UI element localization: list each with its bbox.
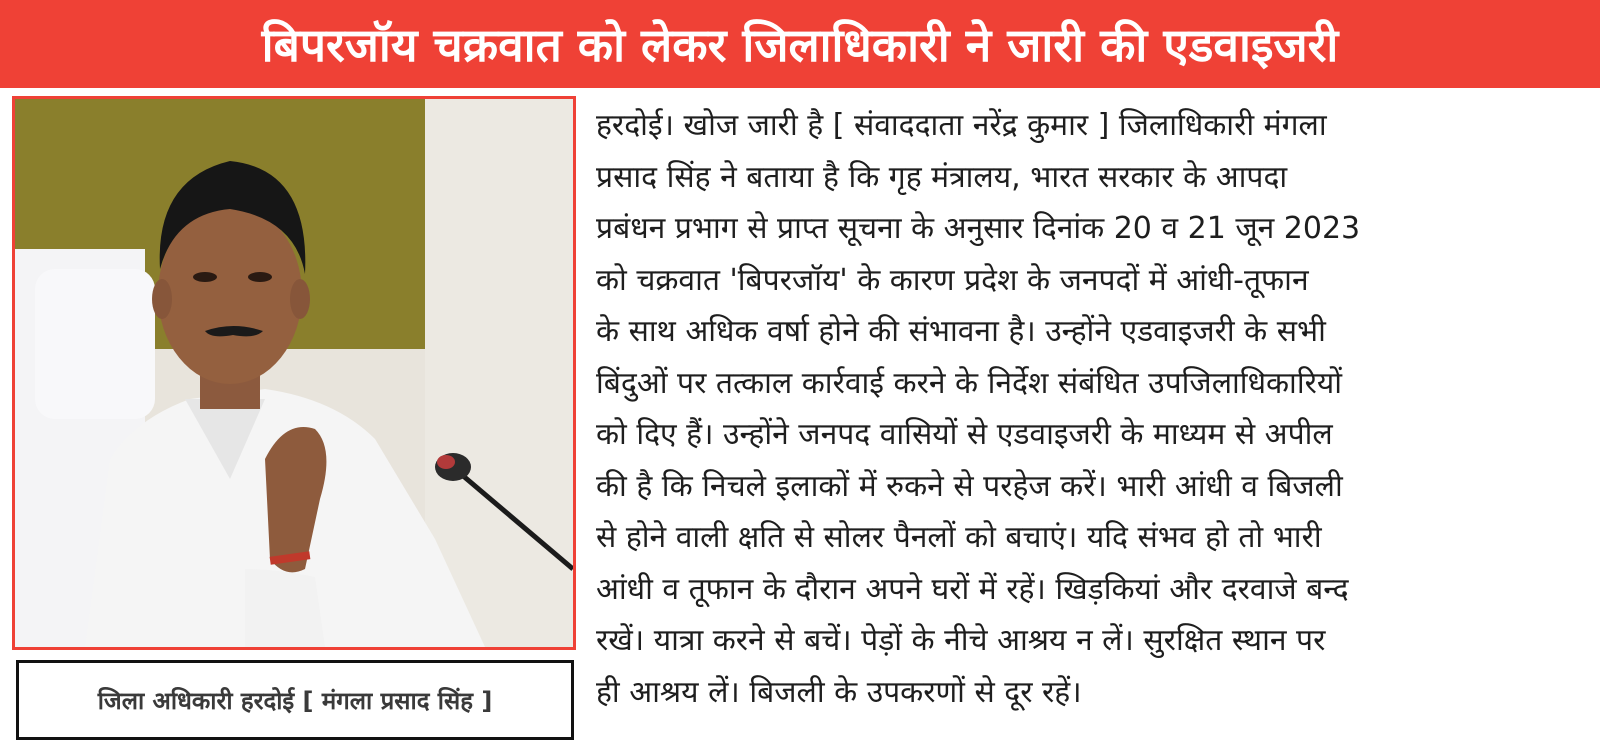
official-photo bbox=[12, 96, 576, 650]
article-body bbox=[596, 100, 1596, 740]
article-line: बिंदुओं पर तत्काल कार्रवाई करने के निर्देश संबंधित उपजिलाधिकारियों bbox=[596, 365, 1343, 401]
official-portrait-illustration bbox=[15, 99, 573, 647]
article-line: प्रबंधन प्रभाग से प्राप्त सूचना के अनुसार दिनांक 20 व 21 जून 2023 bbox=[596, 211, 1361, 246]
article-line: रखें। यात्रा करने से बचें। पेड़ों के नीचे आश्रय न लें। सुरक्षित स्थान पर bbox=[596, 623, 1326, 658]
article-line: प्रसाद सिंह ने बताया है कि गृह मंत्रालय, भारत सरकार के आपदा bbox=[596, 159, 1288, 195]
article-line: के साथ अधिक वर्षा होने की संभावना है। उन्होंने एडवाइजरी के सभी bbox=[596, 314, 1326, 349]
article-line: हरदोई। खोज जारी है [ संवाददाता नरेंद्र कुमार ] जिलाधिकारी मंगला bbox=[596, 108, 1327, 143]
article-line: को दिए हैं। उन्होंने जनपद वासियों से एडवाइजरी के माध्यम से अपील bbox=[596, 417, 1333, 452]
article-line: ही आश्रय लें। बिजली के उपकरणों से दूर रहें। bbox=[596, 674, 1082, 710]
article-line: की है कि निचले इलाकों में रुकने से परहेज करें। भारी आंधी व बिजली bbox=[596, 468, 1343, 504]
photo-caption: जिला अधिकारी हरदोई [ मंगला प्रसाद सिंह ] bbox=[97, 686, 493, 715]
photo-caption-box bbox=[16, 660, 574, 740]
headline: बिपरजॉय चक्रवात को लेकर जिलाधिकारी ने जारी की एडवाइजरी bbox=[261, 18, 1339, 72]
article-line: को चक्रवात 'बिपरजॉय' के कारण प्रदेश के जनपदों में आंधी-तूफान bbox=[596, 262, 1309, 298]
article-line: आंधी व तूफान के दौरान अपने घरों में रहें। खिड़कियां और दरवाजे बन्द bbox=[596, 571, 1349, 607]
article-line: से होने वाली क्षति से सोलर पैनलों को बचाएं। यदि संभव हो तो भारी bbox=[596, 520, 1322, 555]
headline-banner bbox=[0, 0, 1600, 88]
